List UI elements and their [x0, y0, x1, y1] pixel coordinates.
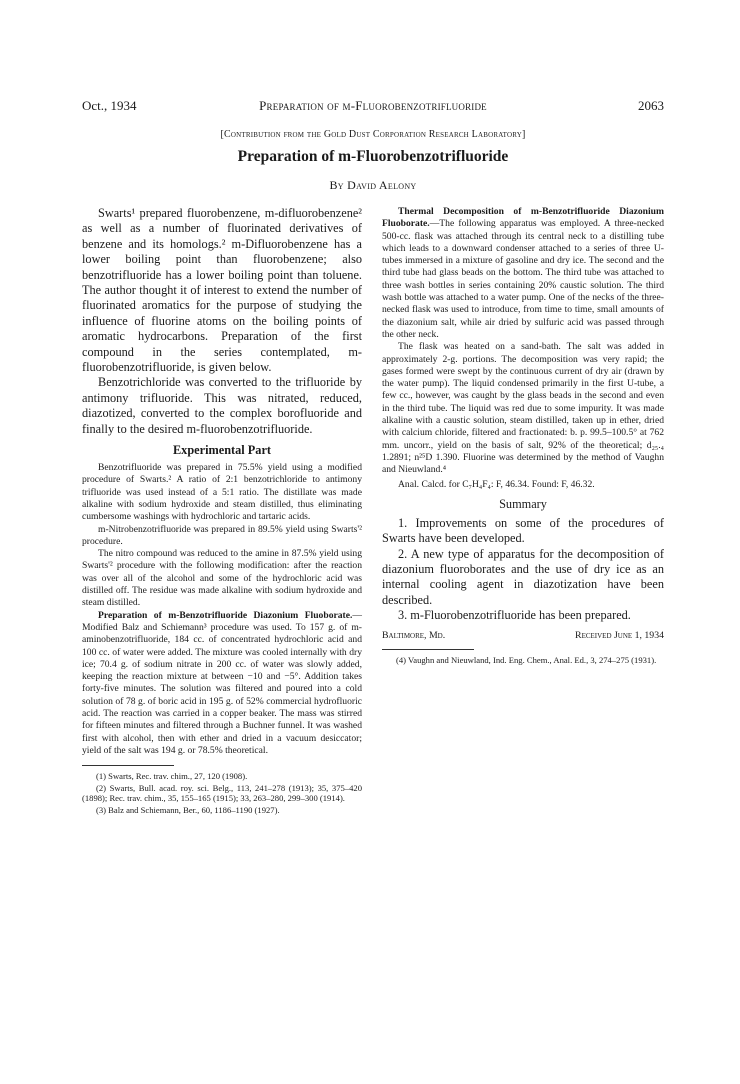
summary-item-2: 2. A new type of apparatus for the decomposition of diazonium fluoroborates and the use of dry ice as an internal cooling agent in diazotization have been described. [382, 546, 664, 607]
footnote-2: (2) Swarts, Bull. acad. roy. sci. Belg., 113, 241–278 (1913); 35, 375–420 (1898); Rec. trav. chim., 35, 155–165 (1915); 33, 263–280, 299–300 (1914). [82, 782, 362, 804]
footnote-rule-right [382, 649, 474, 650]
signoff [382, 630, 664, 641]
experimental-paragraph-3: The nitro compound was reduced to the amine in 87.5% yield using Swarts'² procedure with the following modification: after the reaction was over all of the alcohol and some of the hydrochloric acid was distilled off. The residue was made alkaline with sodium hydroxide and steam distilled. [82, 548, 362, 609]
footnote-3: (3) Balz and Schiemann, Ber., 60, 1186–1190 (1927). [96, 805, 280, 815]
intro-paragraph-1: Swarts¹ prepared fluorobenzene, m-difluorobenzene² as well as a number of fluorinated derivatives of benzene and its homologs.² m-Difluorobenzene has a lower boiling point than fluorobenzene; also benzotrifluoride has a lower boiling point than toluene. The author thought it of interest to extend the number of fluorinated aromatics for the purpose of studying the influence of fluorine atoms on the boiling points of aromatic hydrocarbons. Preparation of the first compound in the series contemplated, m-fluorobenzotrifluoride, is given below. [82, 206, 362, 375]
author-byline: By David Aelony [329, 178, 417, 192]
contribution-line: [Contribution from the Gold Dust Corporation Research Laboratory] [220, 129, 526, 140]
diazonium-runin-heading: Preparation of m-Benzotrifluoride Diazonium Fluoborate. [98, 609, 353, 621]
signoff-location: Baltimore, Md. [382, 629, 446, 641]
running-head-date: Oct., 1934 [82, 98, 137, 113]
running-head-title: Preparation of m-Fluorobenzotrifluoride [259, 98, 487, 113]
left-column [82, 206, 362, 817]
footnote-1: (1) Swarts, Rec. trav. chim., 27, 120 (1908). [96, 771, 248, 782]
article-title: Preparation of m-Fluorobenzotrifluoride [237, 148, 509, 165]
experimental-paragraph-1: Benzotrifluoride was prepared in 75.5% yield using a modified procedure of Swarts.² A ratio of 2:1 benzotrichloride to antimony trifluoride was used instead of a 5:1 ratio. The distillate was made alkaline with sodium hydroxide and steam distilled, thus eliminating cumbersome washings with hydrochloric and tartaric acids. [82, 462, 362, 523]
signoff-received: Received June 1, 1934 [575, 629, 664, 641]
running-head [82, 98, 664, 116]
right-column [382, 206, 664, 666]
page-number: 2063 [638, 98, 664, 113]
thermal-runin-heading: Thermal Decomposition of m-Benzotrifluoride Diazonium Fluoborate. [382, 206, 664, 230]
thermal-paragraph [382, 206, 664, 341]
intro-paragraph-2: Benzotrichloride was converted to the trifluoride by antimony trifluoride. This was nitrated, reduced, diazotized, converted to the complex borofluoride and finally to the desired m-fluorobenzotrifluoride. [82, 375, 362, 436]
flask-paragraph: The flask was heated on a sand-bath. The salt was added in approximately 2-g. portions. The decomposition was very rapid; the gases formed were swept by the continuous current of dry air (drawn by the water pump). The liquid condensed primarily in the first U-tube, a few cc., however, was caught by the glass beads in the second and even in the third tube. The liquid was red due to some impurity. It was made alkaline with a caustic solution, steam distilled, taken up in ether, dried with calcium chloride, filtered and fractionated: b. p. 99.5–100.5° at 762 mm. uncorr., yield on the basis of salt, 92% of the theoretical; d₂₅.₄ 1.2891; n²⁵D 1.390. Fluorine was determined by the method of Vaughn and Nieuwland.⁴ [382, 341, 664, 476]
footnote-4: (4) Vaughn and Nieuwland, Ind. Eng. Chem., Anal. Ed., 3, 274–275 (1931). [396, 654, 657, 665]
thermal-text: —The following apparatus was employed. A three-necked 500-cc. flask was attached through its central neck to a distilling tube which leads to a downward condenser attached to a series of three U-tubes immersed in a mixture of gasoline and dry ice. The second and the third tube had glass beads on the bottom. The third tube was attached to three wash bottles in series containing 20% caustic solution. The third wash bottle was attached to a water pump. One of the necks of the three-necked flask was used to introduce, from time to time, small amounts of the diazonium salt, while air dried by sulfuric acid was passed through the other neck. [382, 218, 664, 340]
analysis-line: Anal. Calcd. for C₇H₄F₄: F, 46.34. Found: F, 46.32. [398, 478, 595, 490]
experimental-paragraph-2: m-Nitrobenzotrifluoride was prepared in 89.5% yield using Swarts'² procedure. [82, 523, 362, 547]
summary-item-1: 1. Improvements on some of the procedures of Swarts have been developed. [382, 515, 664, 546]
diazonium-text: —Modified Balz and Schiemann³ procedure was used. To 157 g. of m-aminobenzotrifluoride, 184 cc. of concentrated hydrochloric acid and 100 cc. of water were added. The mixture was cooled internally with dry ice; 70.4 g. of sodium nitrate in 200 cc. of water was slowly added, keeping the reaction mixture at between −10 and −5°. Addition takes forty-five minutes. The solution was filtered and poured into a cold solution of 78 g. of boric acid in 195 g. of 52% commercial hydrofluoric acid. The reaction was carried in a copper beaker. The mass was stirred for fifteen minutes and filtered through a Buchner funnel. It was washed first with alcohol, then with ether and dried in a vacuum desiccator; yield of the salt was 194 g. or 78.5% theoretical. [82, 609, 362, 756]
summary-item-3: 3. m-Fluorobenzotrifluoride has been prepared. [398, 608, 631, 623]
experimental-heading: Experimental Part [172, 443, 271, 458]
footnote-rule-left [82, 765, 174, 766]
diazonium-paragraph [82, 610, 362, 758]
summary-heading: Summary [499, 496, 547, 511]
